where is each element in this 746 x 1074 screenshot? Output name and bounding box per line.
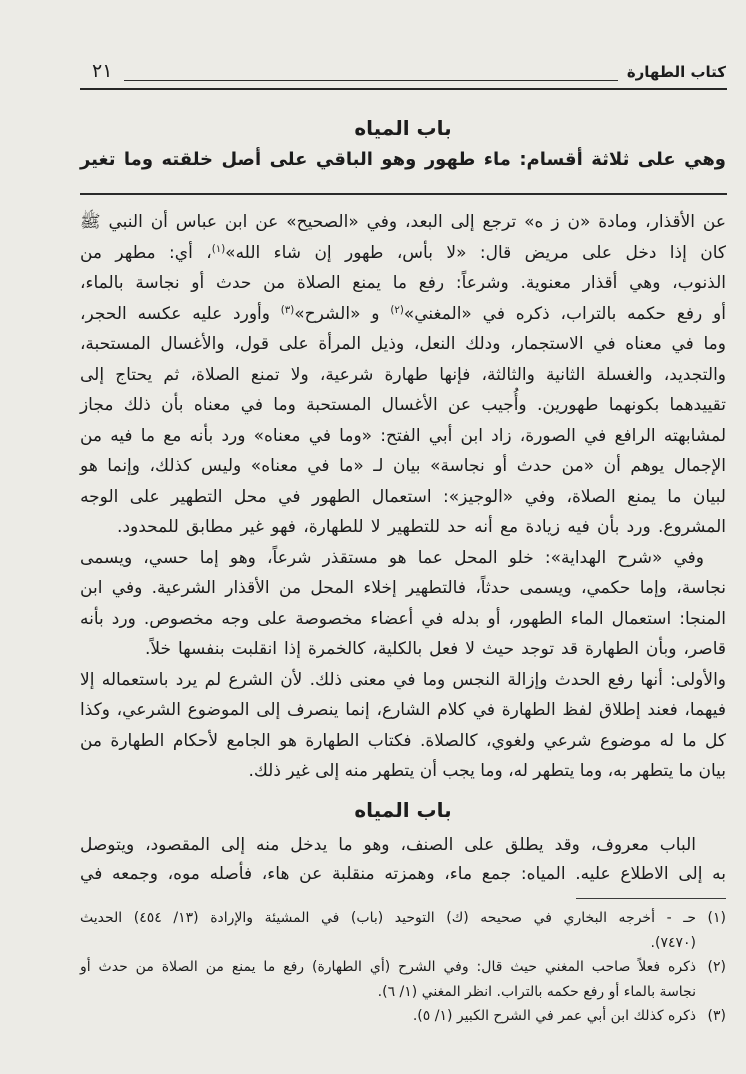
commentary-line-text: بيان ما يتطهر به، وما يتطهر له، وما يجب أن يتطهر منه إلى غير ذلك. [248, 761, 726, 781]
footnote-line-text: ذكره فعلاً صاحب المغني حيث قال: وفي الشرح (أي الطهارة) رفع ما يمنع من الصلاة من حدث أو [79, 959, 696, 975]
commentary-line [80, 390, 726, 421]
commentary-line-text: والتجديد، والغسلة الثانية والثالثة، فإنها طهارة شرعية، ولا تمنع الصلاة، ثم يحتاج إلى [79, 364, 726, 385]
commentary-paragraph [80, 665, 726, 787]
commentary-line [80, 421, 726, 452]
commentary-line [80, 543, 726, 574]
text-segment: أو رفع حكمه بالتراب، ذكره في «المغني» [403, 303, 726, 324]
commentary-line-text [80, 304, 726, 324]
body-line-text: الباب معروف، وقد يطلق على الصنف، وهو ما يدخل منه إلى المقصود، ويتوصل [80, 835, 696, 855]
commentary-line-text: لبيان ما يمنع الصلاة، وفي «الوجيز»: استعمال الطهور في محل التطهير على الوجه [80, 486, 726, 507]
commentary-line-text: كل ما له موضوع شرعي ولغوي، كالصلاة. فكتاب الطهارة هو الجامع لأحكام الطهارة من [79, 730, 726, 751]
commentary-line-text: قاصر، وبأن الطهارة قد توجد حيث لا فعل بالكلية، كالخمرة إذا انقلبت بنفسها خلاً. [144, 639, 726, 659]
footnote-line [80, 906, 726, 931]
commentary-line [80, 604, 726, 635]
footnote [80, 906, 726, 955]
matn-line-text: وهي على ثلاثة أقسام: ماء طهور وهو الباقي على أصل خلقته وما تغير [79, 149, 726, 170]
footnote-line-text: ذكره كذلك ابن أبي عمر في الشرح الكبير (١/ ٥). [412, 1008, 696, 1024]
footnote-ref: (١) [211, 243, 226, 255]
matn-line [80, 146, 726, 174]
footnote-line-text: حـ - أخرجه البخاري في صحيحه (ك) التوحيد (باب) في المشيئة والإرادة (١٣/ ٤٥٤) الحديث [79, 910, 696, 926]
commentary-line-text: نجاسة، وإما حكمي، ويسمى حدثاً، فالتطهير إخلاء المحل من الأقذار الشرعية. وفي ابن [80, 578, 726, 598]
commentary-line [80, 329, 726, 360]
commentary-line [80, 512, 726, 543]
footnote-number: (١) [707, 910, 726, 926]
header-rule [80, 88, 727, 90]
commentary-line [80, 634, 726, 665]
commentary-line-text: عن الأقذار، ومادة «ن ز ه» ترجع إلى البعد، وفي «الصحيح» عن ابن عباس أن النبي ﷺ [80, 212, 726, 232]
body-line-text: به إلى الاطلاع عليه. المياه: جمع ماء، وهمزته منقلبة عن هاء، فأصله موه، وجمعه في [80, 864, 726, 884]
commentary-line [80, 482, 726, 513]
commentary-paragraph [80, 207, 726, 543]
commentary-line [80, 207, 726, 238]
commentary-line-text: الإجمال يوهم أن «من حدث أو نجاسة» بيان لـ «ما في معناه» وليس كذلك، وإنما هو [80, 456, 726, 476]
footnote-line [80, 955, 726, 980]
footnotes [80, 906, 726, 1029]
page-number: ٢١ [92, 60, 113, 82]
body-line [80, 831, 726, 860]
footnote-line [80, 931, 726, 956]
footnote [80, 955, 726, 1004]
commentary-line-text: المشروع. ورد بأن فيه زيادة مع أنه حد للتطهير لا للطهارة، فهو غير مطابق للمحدود. [117, 517, 726, 537]
commentary-line-text: تقييدهما بكونهما طهورين. وأُجيب عن الأغسال المستحبة وما في معناه بأن ذلك مجاز [79, 395, 726, 415]
commentary-line [80, 726, 726, 757]
book-title: كتاب الطهارة [626, 63, 726, 81]
section-heading: باب المياه [354, 116, 452, 140]
footnote-number: (٣) [707, 1008, 726, 1024]
commentary-line [80, 299, 726, 330]
footnote-ref: (٣) [280, 304, 295, 316]
section-body [80, 831, 726, 889]
commentary-line [80, 360, 726, 391]
footnote-line [80, 980, 726, 1005]
text-segment: وأورد عليه عكسه الحجر، [80, 303, 281, 324]
commentary-line [80, 451, 726, 482]
commentary-line-text: الذنوب، وهي أقذار معنوية. وشرعاً: رفع ما يمنع الصلاة من حدث أو نجاسة بالماء، [80, 273, 726, 293]
footnote-separator [576, 898, 726, 899]
commentary-line-text: المنجا: استعمال الماء الطهور، أو بدله في أعضاء مخصوصة على وجه مخصوص. ورد بأنه [80, 608, 726, 629]
text-segment: ، أي: مطهر من [79, 242, 212, 263]
section-heading: باب المياه [354, 798, 452, 822]
matn-text [80, 146, 726, 174]
header-leader-rule [124, 80, 618, 81]
commentary-line [80, 665, 726, 696]
text-segment: و «الشرح» [294, 303, 391, 324]
commentary-line [80, 756, 726, 787]
commentary-line [80, 238, 726, 269]
commentary-paragraph [80, 543, 726, 665]
commentary-line [80, 695, 726, 726]
commentary-line [80, 573, 726, 604]
commentary-line [80, 268, 726, 299]
commentary-line-text [80, 243, 726, 263]
body-line [80, 860, 726, 889]
footnote-number: (٢) [707, 959, 726, 975]
matn-separator-rule [80, 193, 727, 195]
commentary-line-text: وفي «شرح الهداية»: خلو المحل عما هو مستقذر شرعاً، وهو إما حسي، ويسمى [80, 547, 704, 568]
commentary-line-text: وما في معناه في الاستجمار، ودلك النعل، وذيل المرأة على قول، والأغسال المستحبة، [79, 334, 726, 354]
footnote [80, 1004, 726, 1029]
footnote-line-text: (٧٤٧٠). [650, 934, 696, 951]
commentary-line-text: والأولى: أنها رفع الحدث وإزالة النجس وما في معنى ذلك. لأن الشرع لم يرد باستعماله إلا [80, 669, 726, 690]
footnote-line-text: نجاسة بالماء أو رفع حكمه بالتراب. انظر المغني (١/ ٦). [377, 983, 696, 1000]
footnote-line [80, 1004, 726, 1029]
commentary-line-text: لمشابهته الرافع في الصورة، زاد ابن أبي الفتح: «وما في معناه» ورد بأنه مع ما فيه من [79, 425, 726, 446]
commentary [80, 207, 726, 787]
text-segment: كان إذا دخل على مريض قال: «لا بأس، طهور إن شاء الله» [225, 242, 726, 263]
footnote-ref: (٢) [390, 304, 404, 316]
commentary-line-text: فيهما، فعند إطلاق لفظ الطهارة في كلام الشارع، إنما ينصرف إلى الموضوع الشرعي، وكذا [80, 700, 726, 720]
